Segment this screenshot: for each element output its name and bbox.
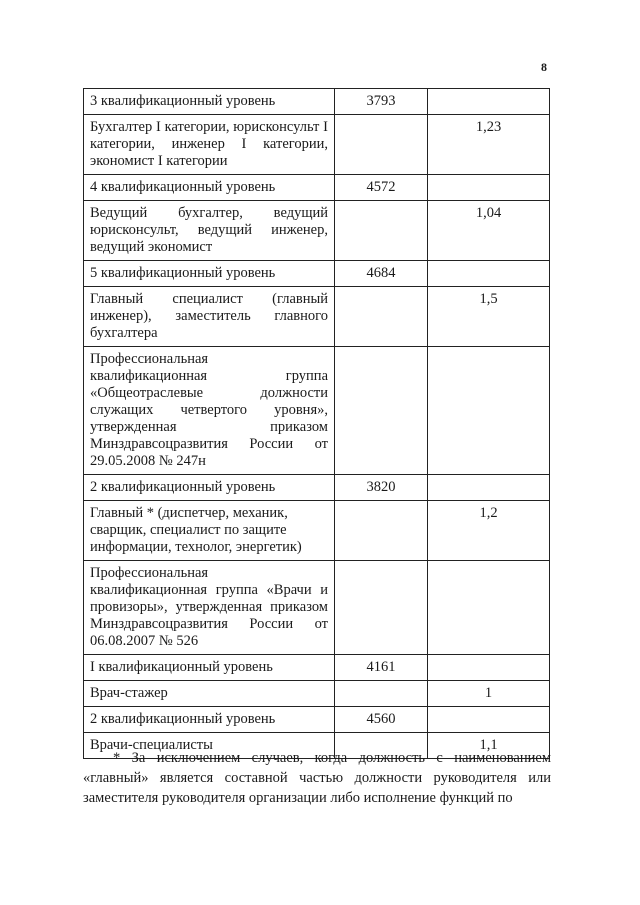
table-row	[84, 707, 550, 733]
table-row	[84, 201, 550, 261]
position-name-cell: Бухгалтер I категории, юрисконсульт I категории, инженер I категории, экономист I категории	[84, 115, 335, 175]
position-name-cell: 5 квалификационный уровень	[84, 261, 335, 287]
position-name-cell: 4 квалификационный уровень	[84, 175, 335, 201]
position-name-cell: Главный * (диспетчер, механик, сварщик, специалист по защите информации, технолог, энергетик)	[84, 501, 335, 561]
page-number: 8	[541, 60, 547, 74]
table-row	[84, 287, 550, 347]
base-salary-cell	[335, 115, 428, 175]
coefficient-cell	[428, 261, 550, 287]
base-salary-cell	[335, 201, 428, 261]
table-row	[84, 261, 550, 287]
position-name-cell: 2 квалификационный уровень	[84, 707, 335, 733]
position-name-cell: 3 квалификационный уровень	[84, 89, 335, 115]
coefficient-cell	[428, 175, 550, 201]
coefficient-cell: 1,23	[428, 115, 550, 175]
base-salary-cell: 4161	[335, 655, 428, 681]
position-name-cell: 2 квалификационный уровень	[84, 475, 335, 501]
base-salary-cell	[335, 681, 428, 707]
base-salary-cell: 3820	[335, 475, 428, 501]
coefficient-cell	[428, 475, 550, 501]
base-salary-cell	[335, 561, 428, 655]
footnote: * За исключением случаев, когда должность с наименованием «главный» является составной частью должности руководителя или заместителя руководителя организации либо исполнение функций по	[83, 750, 551, 806]
coefficient-cell	[428, 347, 550, 475]
position-name-cell: I квалификационный уровень	[84, 655, 335, 681]
salary-table	[83, 88, 550, 759]
coefficient-cell	[428, 707, 550, 733]
base-salary-cell	[335, 501, 428, 561]
position-name-cell: Врач-стажер	[84, 681, 335, 707]
coefficient-cell	[428, 655, 550, 681]
group-name-cell: Профессиональная квалификационная группа «Врачи и провизоры», утвержденная приказом Минздравсоцразвития России от 06.08.2007 № 526	[84, 561, 335, 655]
coefficient-cell: 1	[428, 681, 550, 707]
coefficient-cell: 1,5	[428, 287, 550, 347]
position-name-cell: Ведущий бухгалтер, ведущий юрисконсульт, ведущий инженер, ведущий экономист	[84, 201, 335, 261]
base-salary-cell	[335, 347, 428, 475]
table-row	[84, 89, 550, 115]
position-name-cell: Врачи-специалисты	[84, 733, 335, 759]
table-row	[84, 475, 550, 501]
table-row	[84, 501, 550, 561]
base-salary-cell: 4572	[335, 175, 428, 201]
base-salary-cell: 3793	[335, 89, 428, 115]
position-name-cell: Главный специалист (главный инженер), заместитель главного бухгалтера	[84, 287, 335, 347]
group-name-cell: Профессиональная квалификационная группа «Общеотраслевые должности служащих четвертого уровня», утвержденная приказом Минздравсоцразвития России от 29.05.2008 № 247н	[84, 347, 335, 475]
table-row	[84, 175, 550, 201]
coefficient-cell	[428, 561, 550, 655]
table-row	[84, 347, 550, 475]
base-salary-cell: 4560	[335, 707, 428, 733]
table-row	[84, 681, 550, 707]
coefficient-cell: 1,2	[428, 501, 550, 561]
coefficient-cell: 1,1	[428, 733, 550, 759]
base-salary-cell	[335, 287, 428, 347]
table-row	[84, 655, 550, 681]
coefficient-cell	[428, 89, 550, 115]
base-salary-cell: 4684	[335, 261, 428, 287]
table-row	[84, 115, 550, 175]
table-row	[84, 561, 550, 655]
coefficient-cell: 1,04	[428, 201, 550, 261]
